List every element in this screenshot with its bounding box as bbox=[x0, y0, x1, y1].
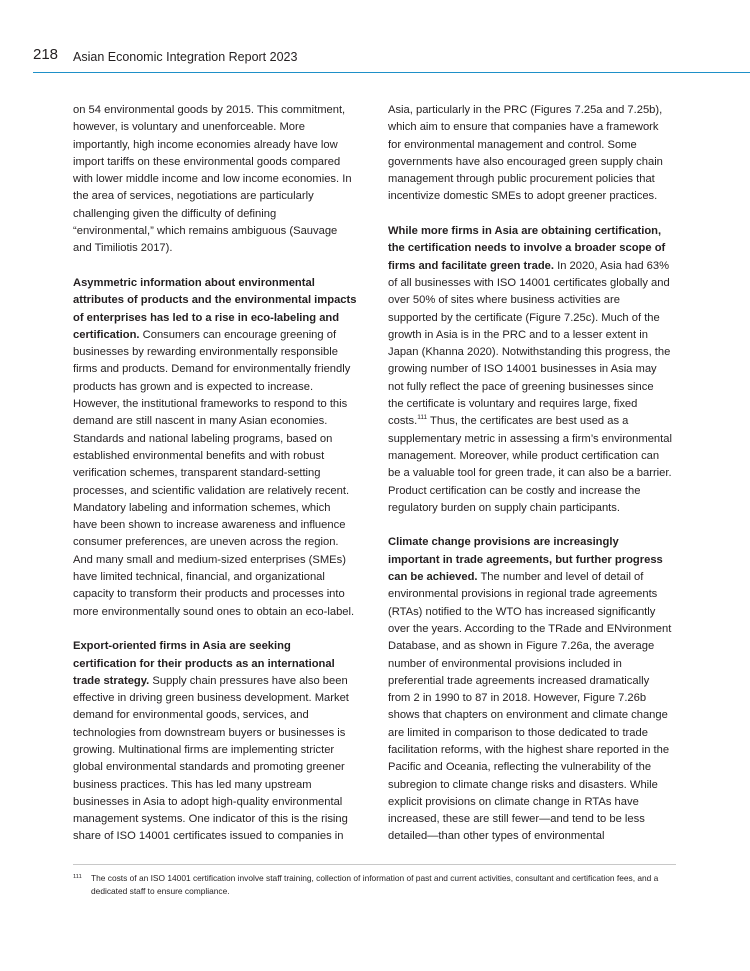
paragraph-text: Supply chain pressures have also been effective in driving green business development. Market demand for environmental goods, services, and technologies from downstream buyers or businesses is growing. Multinational firms are implementing stricter global environmental standards and promoting greener business practices. This has led many upstream businesses in Asia to adopt high-quality environmental management systems. One indicator of this is the rising share of ISO 14001 certificates issued to companies in bbox=[73, 674, 349, 843]
paragraph bbox=[388, 102, 672, 206]
footnote-text: The costs of an ISO 14001 certification involve staff training, collection of information of past and current activities, consultant and certification fees, and a dedicated staff to ensure compliance. bbox=[91, 873, 659, 896]
paragraph-lead: Asymmetric information about environmental attributes of products and the environmental impacts of enterprises has led to a rise in eco-labeling and certification. bbox=[73, 276, 357, 341]
page-header bbox=[33, 46, 750, 68]
footnote-number: 111 bbox=[73, 874, 82, 880]
footnote bbox=[73, 872, 676, 897]
paragraph-text: Asia, particularly in the PRC (Figures 7.25a and 7.25b), which aim to ensure that companies have a framework for environmental management and control. Some governments have also encouraged green supply chain management through public procurement policies that incentivize domestic SMEs to adopt greener practices. bbox=[388, 104, 663, 203]
paragraph-text: Consumers can encourage greening of businesses by rewarding environmentally responsible firms and products. Demand for environmentally friendly products has grown and is expected to increase. However, the institutional frameworks to respond to this demand are still nascent in many Asian economies. Standards and national labeling programs, based on established environmental benefits and with robust verification schemes, transparent standard-setting processes, and scientific validation are relatively recent. Mandatory labeling and information schemes, which have been shown to increase awareness and influence consumer preferences, are uneven across the region. And many small and medium-sized enterprises (SMEs) have limited technical, financial, and organizational capacity to transform their products and processes into more environmentally sound ones to obtain an eco-label. bbox=[73, 328, 355, 618]
page-number: 218 bbox=[33, 46, 59, 63]
paragraph-text: The number and level of detail of environmental provisions in regional trade agreements (RTAs) notified to the WTO has increased significantly over the years. According to the TRade and ENvironment Database, and as shown in Figure 7.26a, the average number of environmental provisions included in preferential trade agreements increased dramatically from 2 in 1990 to 87 in 2018. However, Figure 7.26b shows that chapters on environment and climate change are limited in comparison to those dedicated to trade facilitation reforms, with the highest share reported in the Pacific and Oceania, reflecting the vulnerability of the subregion to climate change risks and disasters. While explicit provisions on climate change in RTAs have increased, these are still fewer—and tend to be less detailed—than other types of environmental bbox=[388, 571, 672, 843]
paragraph-lead: While more firms in Asia are obtaining certification, the certification needs to involve a broader scope of firms and facilitate green trade. bbox=[388, 225, 666, 272]
paragraph bbox=[388, 534, 672, 845]
right-column bbox=[388, 102, 672, 863]
paragraph bbox=[73, 638, 357, 846]
paragraph bbox=[388, 223, 672, 517]
paragraph-text: In 2020, Asia had 63% of all businesses with ISO 14001 certificates globally and over 50% of sites where business activities are supported by the certificate (Figure 7.25c). Much of the growth in Asia is in the PRC and to a lesser extent in Japan (Khanna 2020). Notwithstanding this progress, the growing number of ISO 14001 businesses in Asia may not fully reflect the pace of greening businesses since the certificate is voluntary and requires large, fixed costs. bbox=[388, 259, 671, 428]
left-column bbox=[73, 102, 357, 863]
paragraph-text: on 54 environmental goods by 2015. This commitment, however, is voluntary and unenforceable. More importantly, high income economies already have low import tariffs on these environmental goods compared with lower middle income and low income economies. In the area of services, negotiations are particularly challenging given the difficulty of defining “environmental,” which remains ambiguous (Sauvage and Timiliotis 2017). bbox=[73, 104, 352, 255]
paragraph-text: Thus, the certificates are best used as a supplementary metric in assessing a firm’s environmental management. Moreover, while product certification can be a valuable tool for green trade, it can also be a barrier. Product certification can be costly and increase the regulatory burden on supply chain participants. bbox=[388, 415, 672, 514]
paragraph bbox=[73, 275, 357, 621]
paragraph-lead: Climate change provisions are increasingly important in trade agreements, but further progress can be achieved. bbox=[388, 536, 663, 584]
footnote-reference[interactable]: 111 bbox=[417, 414, 428, 422]
running-title: Asian Economic Integration Report 2023 bbox=[73, 50, 298, 64]
header-rule bbox=[33, 72, 750, 73]
paragraph bbox=[73, 102, 357, 258]
paragraph-lead: Export-oriented firms in Asia are seeking certification for their products as an international trade strategy. bbox=[73, 640, 335, 687]
footnote-rule bbox=[73, 864, 676, 865]
